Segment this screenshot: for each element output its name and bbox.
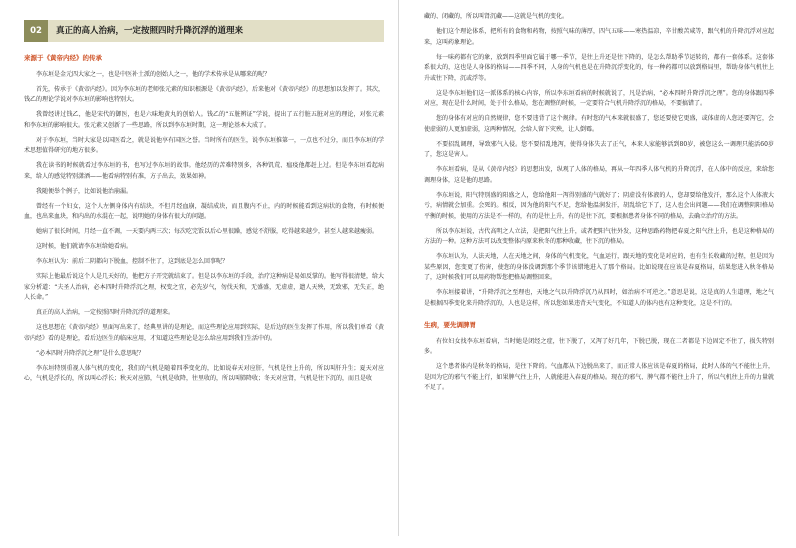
section-heading: 生病，要先调脾胃 [424,321,476,329]
paragraph: 首先，传承于《黄帝内经》。因为李东垣的老师张元素的知识根源是《黄帝内经》，后来他对《黄帝内经》的思想加以发挥了。其次，钱乙的理论学说对李东垣的影响也特别大。 [24,85,384,103]
paragraph: 这也思想在《黄帝内经》里面写出来了，经典里讲的是理论，而这些理论应用到实际，是后边的医生发挥了作用，所以我们单看《黄帝内经》看的是理论，看后边医生的临床应用，才知道这些理论是怎么给应用到我们生活中的。 [24,324,384,342]
paragraph: 李东垣认为，人法天地，人在天地之间，身体的气机变化，气血运行，跟天地的变化是对应的，也有生长收藏的过程，但是因为某些原因，您变更了伤害，使您的身体没调到那个季节该错地进入了那个格局。比如说现在应该是春夏格局，结果您进入秋冬格局了，这时候我们可以用药物帮您把格局调整回来。 [424,253,774,281]
paragraph: 李东垣接着讲，“升降浮沉之至理也，天地之气以升降浮沉乃从四时，如治病不可逆之。”意思是说，这是真的人生道理，地之气是根据四季变化来升降浮沉的，人也是这样，所以您如果违背天气变化，不知道人的体内也有这种变化，这是不行的。 [424,289,774,307]
paragraph: 这个患者体内是秋冬的格局，是往下降的。气血都从下边脱出来了，而正常人体应该是春夏的格局，此时人体的气不能往上升，是因为它的邪气不能上行，如果脾气往上升，人就能进入春夏的格局。现在的邪气、脾气都不能往上升了，所以气机往上升的力量就不足了。 [424,363,774,391]
left-page [24,0,384,536]
paragraph: 李东垣特别重视人体气机的变化，我们的气机是随着四季变化的，比如说春天对应肝，气机是往上升的，所以叫肝升生；夏天对应心，气机是浮长的，所以叫心浮长；秋天对应肺，气机是收降，往里收的，所以叫肺降收；冬天对应肾，气机是往下沉的，而且是收 [24,364,384,382]
paragraph: 真正的高人治病，一定按照四时升降沉浮的道理来。 [36,309,175,316]
chapter-header [24,20,384,42]
paragraph: 我曾经讲过钱乙，他是宋代的御医，也是六味地黄丸的创始人。钱乙的“五脏辨证”学说，提出了五行脏五脏对应的理论，对张元素和李东垣的影响很大。张元素又创新了一些思路，所以到李东垣时期，这一理论基本大成了。 [24,111,384,129]
paragraph: 她病了很长时间，月经一直不调，一天要内两三次；每次吃完饭以后心里很躁，感觉不舒服，吃得越来越少，甚至人越来越瘦弱。 [36,228,379,235]
paragraph: 有位妇女找李东垣看病，当时她是闭经之症，往下脱了，又泻了好几年，下脱已脱，现在二者都是下边固定不住了，损失特别多。 [424,337,774,355]
paragraph: 我随便举个例子，比如说他治崩漏。 [36,187,133,195]
paragraph: “必本四时升降浮沉之理”是什么意思呢？ [36,349,145,357]
paragraph: 我在读书的时候就看过李东垣的书，也写过李东垣的故事。他经历的苦难特别多，各种饥荒、瘟疫他都赶上过。但是李东垣看起病来，给人的感觉特别潇洒——他看病特别有准，方子出去，效果如神。 [24,162,384,180]
paragraph: 李东垣说，阳气特别盛的阳盛之人，您给他阳一泻得别盛的气就好了；阴虚没有体液的人，您却要给他发汗，那么这个人体液大亏，病情就会加重。会死的。相反，因为他的阳气不足，您给他温润发汗，胡乱给它下了，这人也会出问题——我们在调整阴阳格局平衡的时候，使用的方法是不一样的，有的是往上升，有的是往下沉，要根据患者身体不同的格局，去确立治疗的方法。 [424,191,774,220]
paragraph: 这是李东垣他们这一派体系的核心内容，所以李东垣看病的时候就说了，凡是治病，“必本四时升降浮沉之理”。您的身体跟四季对应，现在是什么时间，处于什么格局，您在调整的时候，一定要符合气机升降浮沉的格局，不要搞错了。 [424,89,774,107]
paragraph: 您的身体有对应的自然规律，您不要违背了这个规律。有时您的气本来就很盛了，您还要使它更盛，或体虚的人您还要泻它，会使虚弱的人更加虚弱，这两种情况，会给人留下灾殃，让人倒霉。 [424,115,774,133]
chapter-title: 真正的高人治病，一定按照四时升降沉浮的道理来 [56,25,244,36]
paragraph: 曾经有一个妇女，这个人左侧身体内有结块，不但月经血崩，凝结成块，而且腹内不止，内的时候能看到这病状的食物，有时候便血，也出来血块，和内出的水混在一起，说明她的身体有很大的问题。 [24,202,384,220]
chapter-number: 02 [24,20,48,42]
page-divider [398,0,399,536]
paragraph: 对于李东垣，当时大家是以国医看之，就是说他享有国医之誉。当时所有的医生，说李东垣推第一，一点也不过分，而且李东垣的学术思想值得研究的地方很多。 [24,136,384,154]
paragraph: 藏的、闭藏的，所以叫肾沉藏——这就是气机的变化。 [424,13,569,20]
paragraph: 他们这个理论体系，把所有的食物和药物，按照气味的薄厚，四气五味——寒热温凉，辛甘酸苦咸等，跟气机的升降沉浮对应起来，这叫药象理论。 [424,28,774,46]
paragraph: 李东垣认为：前后二阴都向下脱血，控制不住了，这到底是怎么回事呢？ [36,258,229,265]
paragraph: 每一味药都有它的象，放到四季里面它属于哪一季节，是往上升还是往下降的，是怎么帮助季节运转的，都有一套体系。这套体系很大的，这也是人身体的格局——四季不同，人身的气机也是在升降沉浮变化的，每一种药都可以放到格局里，帮助身体气机往上升或往下降，沉或浮等。 [424,53,774,82]
right-page [424,0,774,548]
paragraph: 不要招乱调理，导致邪气入侵。您不要招乱地泻，使得身体失去了正气，本来人家能够活到80岁，被您这么一调理只能活60岁了，您这是害人。 [424,140,774,158]
paragraph: 李东垣看病，是从《黄帝内经》的思想出发，纵观了人体的格局，再从一年四季人体气机的升降沉浮，在人体中的反应，来给您调理身体，这是他的思路。 [424,166,774,184]
paragraph: 李东垣是金元四大家之一，也是中医补土派的创始人之一，他的学术传承是从哪来的呢？ [36,70,271,78]
paragraph: 这时候，他们就请李东垣给她看病。 [36,243,133,250]
section-heading: 来源于《黄帝内经》的传承 [24,54,102,62]
paragraph: 实际上他最后说这个人是几天好的，他把方子开完就结束了。但是以李东垣的手段，治疗这种病是易如反掌的。他写得很清楚，给大家分析道：“夫圣人治病，必本四时升降浮沉之理，权变之宜，必先岁气，勿伐天和，无盛盛，无虚虚，遗人天殃，无致邪，无失正，绝人长命。” [24,273,384,301]
paragraph: 所以李东垣说，古代高明之人立法，是把阳气往上升，或者把阳气往外发，这种思路药物把春夏之阳气往上升，也是这种格局的方法的一种。这种方法可以改变整体内原来秋冬的那种收藏，往下沉的格局。 [424,227,774,245]
